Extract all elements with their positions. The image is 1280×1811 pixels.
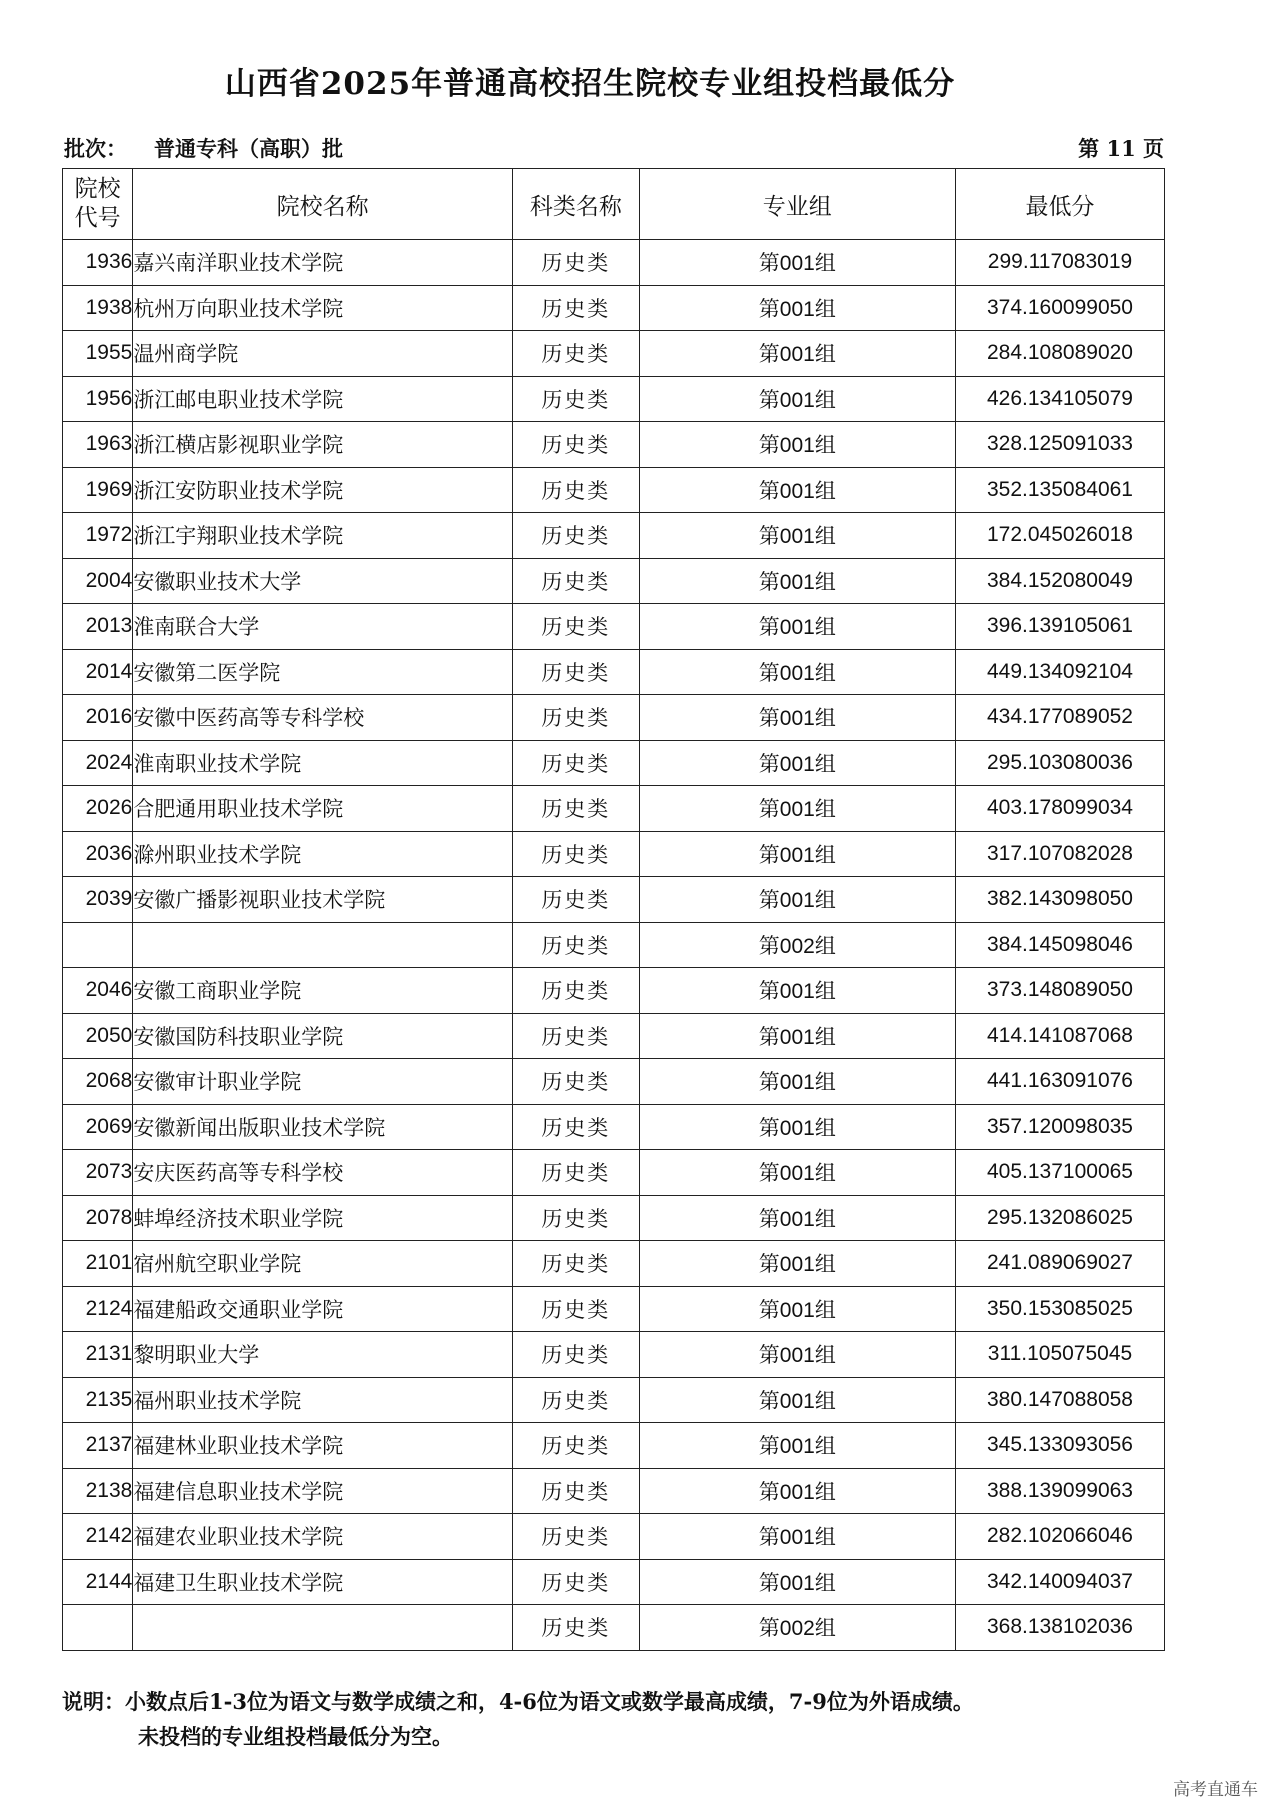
- column-header-group: 专业组: [639, 169, 955, 240]
- page-number: 第 11 页: [1078, 136, 1164, 161]
- cell-score: 172.045026018: [956, 513, 1165, 559]
- cell-subject: 历史类: [513, 922, 640, 968]
- cell-score: 328.125091033: [956, 422, 1165, 468]
- table-row: [63, 1423, 1165, 1469]
- cell-subject: 历史类: [513, 1332, 640, 1378]
- cell-subject: 历史类: [513, 1423, 640, 1469]
- cell-score: 434.177089052: [956, 695, 1165, 741]
- cell-name: 杭州万向职业技术学院: [133, 285, 513, 331]
- cell-code: 2026: [63, 786, 133, 832]
- score-table: [62, 168, 1165, 1651]
- cell-name: 淮南联合大学: [133, 604, 513, 650]
- cell-group: 第001组: [639, 558, 955, 604]
- cell-group: 第001组: [639, 1195, 955, 1241]
- cell-code: 2144: [63, 1559, 133, 1605]
- cell-group: 第001组: [639, 1104, 955, 1150]
- table-row: [63, 1013, 1165, 1059]
- cell-score: 414.141087068: [956, 1013, 1165, 1059]
- table-row: [63, 422, 1165, 468]
- cell-name: 安徽中医药高等专科学校: [133, 695, 513, 741]
- table-header-row: [63, 169, 1165, 240]
- footnote-line-2: 未投档的专业组投档最低分为空。: [138, 1724, 453, 1749]
- table-row: [63, 467, 1165, 513]
- cell-code: 1938: [63, 285, 133, 331]
- cell-group: 第001组: [639, 376, 955, 422]
- column-header-code: [63, 169, 133, 240]
- cell-name: 合肥通用职业技术学院: [133, 786, 513, 832]
- cell-group: 第001组: [639, 513, 955, 559]
- cell-group: 第001组: [639, 968, 955, 1014]
- cell-score: 311.105075045: [956, 1332, 1165, 1378]
- cell-code: 2014: [63, 649, 133, 695]
- table-row: [63, 1468, 1165, 1514]
- cell-code: 2138: [63, 1468, 133, 1514]
- cell-name: 安徽审计职业学院: [133, 1059, 513, 1105]
- cell-score: 374.160099050: [956, 285, 1165, 331]
- cell-subject: 历史类: [513, 740, 640, 786]
- cell-name: 宿州航空职业学院: [133, 1241, 513, 1287]
- cell-score: 373.148089050: [956, 968, 1165, 1014]
- cell-subject: 历史类: [513, 877, 640, 923]
- cell-subject: 历史类: [513, 649, 640, 695]
- cell-code: 2039: [63, 877, 133, 923]
- cell-subject: 历史类: [513, 558, 640, 604]
- cell-score: 295.132086025: [956, 1195, 1165, 1241]
- cell-group: 第001组: [639, 695, 955, 741]
- column-header-score: 最低分: [956, 169, 1165, 240]
- cell-code: 2101: [63, 1241, 133, 1287]
- cell-score: 405.137100065: [956, 1150, 1165, 1196]
- cell-group: 第001组: [639, 1514, 955, 1560]
- cell-name: 安徽广播影视职业技术学院: [133, 877, 513, 923]
- cell-code: 1955: [63, 331, 133, 377]
- cell-code: 2024: [63, 740, 133, 786]
- cell-group: 第001组: [639, 786, 955, 832]
- cell-score: 388.139099063: [956, 1468, 1165, 1514]
- cell-score: 317.107082028: [956, 831, 1165, 877]
- table-row: [63, 831, 1165, 877]
- column-header-name: 院校名称: [133, 169, 513, 240]
- cell-code: 1969: [63, 467, 133, 513]
- cell-subject: 历史类: [513, 422, 640, 468]
- table-row: [63, 740, 1165, 786]
- cell-group: 第001组: [639, 1332, 955, 1378]
- table-row: [63, 1104, 1165, 1150]
- watermark: 高考直通车: [1173, 1780, 1258, 1800]
- table-row: [63, 968, 1165, 1014]
- cell-code: 1936: [63, 240, 133, 286]
- cell-score: 241.089069027: [956, 1241, 1165, 1287]
- cell-code: 1972: [63, 513, 133, 559]
- cell-score: 426.134105079: [956, 376, 1165, 422]
- cell-code: 2131: [63, 1332, 133, 1378]
- cell-score: 384.152080049: [956, 558, 1165, 604]
- page-title: 山西省2025年普通高校招生院校专业组投档最低分: [224, 66, 956, 102]
- cell-subject: 历史类: [513, 695, 640, 741]
- cell-subject: 历史类: [513, 285, 640, 331]
- cell-group: 第001组: [639, 1013, 955, 1059]
- cell-group: 第001组: [639, 240, 955, 286]
- cell-group: 第001组: [639, 331, 955, 377]
- table-row: [63, 649, 1165, 695]
- cell-name: 安徽新闻出版职业技术学院: [133, 1104, 513, 1150]
- cell-group: 第002组: [639, 922, 955, 968]
- cell-name: 安徽国防科技职业学院: [133, 1013, 513, 1059]
- cell-score: 403.178099034: [956, 786, 1165, 832]
- cell-score: 295.103080036: [956, 740, 1165, 786]
- cell-group: 第001组: [639, 1059, 955, 1105]
- cell-name: 蚌埠经济技术职业学院: [133, 1195, 513, 1241]
- cell-subject: 历史类: [513, 331, 640, 377]
- cell-score: 284.108089020: [956, 331, 1165, 377]
- batch-value: 普通专科（高职）批: [154, 136, 343, 161]
- table-row: [63, 1150, 1165, 1196]
- cell-subject: 历史类: [513, 1150, 640, 1196]
- table-row: [63, 1195, 1165, 1241]
- cell-name: 安徽职业技术大学: [133, 558, 513, 604]
- cell-subject: 历史类: [513, 376, 640, 422]
- cell-subject: 历史类: [513, 604, 640, 650]
- cell-group: 第001组: [639, 1286, 955, 1332]
- column-header-subject: 科类名称: [513, 169, 640, 240]
- table-row: [63, 786, 1165, 832]
- cell-subject: 历史类: [513, 831, 640, 877]
- cell-group: 第001组: [639, 285, 955, 331]
- cell-subject: 历史类: [513, 240, 640, 286]
- table-row: [63, 376, 1165, 422]
- cell-code: 2036: [63, 831, 133, 877]
- table-row: [63, 513, 1165, 559]
- cell-name: 嘉兴南洋职业技术学院: [133, 240, 513, 286]
- cell-subject: 历史类: [513, 1468, 640, 1514]
- cell-code: 2142: [63, 1514, 133, 1560]
- footnote-line-1: 说明：小数点后1-3位为语文与数学成绩之和，4-6位为语文或数学最高成绩，7-9位为外语成绩。: [62, 1689, 974, 1714]
- cell-code: [63, 922, 133, 968]
- table-row: [63, 695, 1165, 741]
- table-row: [63, 1377, 1165, 1423]
- cell-name: 滁州职业技术学院: [133, 831, 513, 877]
- cell-group: 第001组: [639, 1423, 955, 1469]
- cell-group: 第001组: [639, 649, 955, 695]
- cell-subject: 历史类: [513, 467, 640, 513]
- cell-subject: 历史类: [513, 1286, 640, 1332]
- table-row: [63, 240, 1165, 286]
- cell-code: 2073: [63, 1150, 133, 1196]
- cell-code: 1963: [63, 422, 133, 468]
- cell-code: 2013: [63, 604, 133, 650]
- cell-code: 1956: [63, 376, 133, 422]
- cell-code: 2069: [63, 1104, 133, 1150]
- cell-score: 396.139105061: [956, 604, 1165, 650]
- table-row: [63, 285, 1165, 331]
- cell-name: 福建卫生职业技术学院: [133, 1559, 513, 1605]
- cell-code: 2135: [63, 1377, 133, 1423]
- cell-name: 浙江横店影视职业学院: [133, 422, 513, 468]
- table-row: [63, 1605, 1165, 1651]
- cell-name: 安庆医药高等专科学校: [133, 1150, 513, 1196]
- cell-code: 2137: [63, 1423, 133, 1469]
- cell-score: 350.153085025: [956, 1286, 1165, 1332]
- cell-score: 380.147088058: [956, 1377, 1165, 1423]
- cell-name: 黎明职业大学: [133, 1332, 513, 1378]
- table-row: [63, 1059, 1165, 1105]
- cell-code: 2004: [63, 558, 133, 604]
- table-row: [63, 922, 1165, 968]
- cell-code: 2078: [63, 1195, 133, 1241]
- table-row: [63, 1559, 1165, 1605]
- cell-code: 2016: [63, 695, 133, 741]
- cell-group: 第001组: [639, 1377, 955, 1423]
- table-row: [63, 604, 1165, 650]
- cell-name: 安徽第二医学院: [133, 649, 513, 695]
- cell-name: 安徽工商职业学院: [133, 968, 513, 1014]
- cell-group: 第001组: [639, 740, 955, 786]
- cell-score: 382.143098050: [956, 877, 1165, 923]
- cell-name: 浙江邮电职业技术学院: [133, 376, 513, 422]
- cell-score: 449.134092104: [956, 649, 1165, 695]
- cell-name: 福建船政交通职业学院: [133, 1286, 513, 1332]
- batch-label: 批次：: [64, 136, 127, 161]
- cell-subject: 历史类: [513, 1195, 640, 1241]
- cell-group: 第001组: [639, 831, 955, 877]
- cell-group: 第001组: [639, 1468, 955, 1514]
- cell-group: 第001组: [639, 1241, 955, 1287]
- cell-subject: 历史类: [513, 1559, 640, 1605]
- cell-name: [133, 922, 513, 968]
- cell-score: 282.102066046: [956, 1514, 1165, 1560]
- page-meta: [64, 133, 1164, 165]
- cell-code: 2068: [63, 1059, 133, 1105]
- cell-group: 第001组: [639, 604, 955, 650]
- cell-subject: 历史类: [513, 1514, 640, 1560]
- cell-name: 福建信息职业技术学院: [133, 1468, 513, 1514]
- cell-group: 第001组: [639, 467, 955, 513]
- footnote: [62, 1684, 1182, 1754]
- cell-name: 福州职业技术学院: [133, 1377, 513, 1423]
- cell-subject: 历史类: [513, 513, 640, 559]
- cell-subject: 历史类: [513, 1377, 640, 1423]
- table-row: [63, 1332, 1165, 1378]
- table-row: [63, 331, 1165, 377]
- cell-group: 第001组: [639, 877, 955, 923]
- cell-score: 368.138102036: [956, 1605, 1165, 1651]
- cell-subject: 历史类: [513, 786, 640, 832]
- cell-score: 357.120098035: [956, 1104, 1165, 1150]
- cell-name: 浙江安防职业技术学院: [133, 467, 513, 513]
- table-row: [63, 1286, 1165, 1332]
- cell-group: 第001组: [639, 1559, 955, 1605]
- cell-name: 温州商学院: [133, 331, 513, 377]
- cell-score: 342.140094037: [956, 1559, 1165, 1605]
- table-row: [63, 1514, 1165, 1560]
- cell-code: 2124: [63, 1286, 133, 1332]
- cell-name: 福建林业职业技术学院: [133, 1423, 513, 1469]
- cell-subject: 历史类: [513, 1605, 640, 1651]
- cell-code: [63, 1605, 133, 1651]
- cell-subject: 历史类: [513, 1059, 640, 1105]
- cell-code: 2050: [63, 1013, 133, 1059]
- cell-score: 441.163091076: [956, 1059, 1165, 1105]
- cell-subject: 历史类: [513, 1104, 640, 1150]
- cell-subject: 历史类: [513, 968, 640, 1014]
- cell-name: 浙江宇翔职业技术学院: [133, 513, 513, 559]
- cell-subject: 历史类: [513, 1241, 640, 1287]
- cell-name: [133, 1605, 513, 1651]
- cell-score: 299.117083019: [956, 240, 1165, 286]
- cell-score: 345.133093056: [956, 1423, 1165, 1469]
- table-row: [63, 1241, 1165, 1287]
- cell-group: 第001组: [639, 422, 955, 468]
- cell-name: 福建农业职业技术学院: [133, 1514, 513, 1560]
- column-header-code-line2: 代号: [74, 205, 121, 231]
- cell-group: 第002组: [639, 1605, 955, 1651]
- table-row: [63, 558, 1165, 604]
- table-body: [63, 240, 1165, 1651]
- cell-score: 384.145098046: [956, 922, 1165, 968]
- cell-name: 淮南职业技术学院: [133, 740, 513, 786]
- column-header-code-line1: 院校: [74, 176, 121, 202]
- cell-code: 2046: [63, 968, 133, 1014]
- cell-subject: 历史类: [513, 1013, 640, 1059]
- table-row: [63, 877, 1165, 923]
- cell-group: 第001组: [639, 1150, 955, 1196]
- cell-score: 352.135084061: [956, 467, 1165, 513]
